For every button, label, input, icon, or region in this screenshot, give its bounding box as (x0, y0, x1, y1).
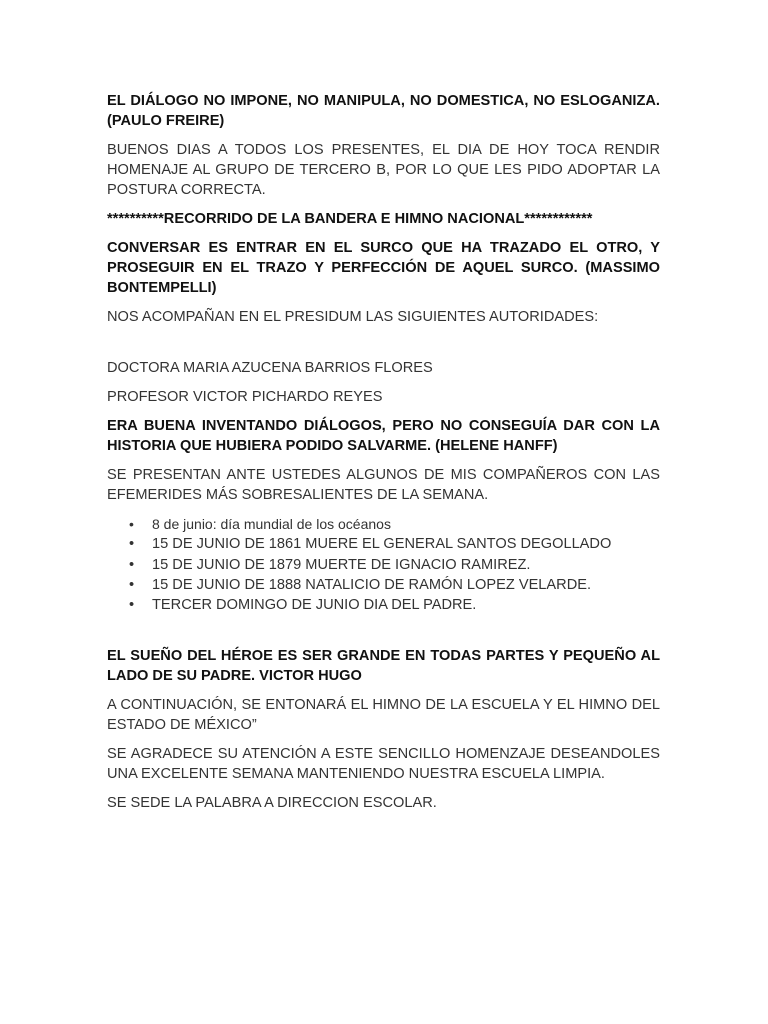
quote-helene-hanff: ERA BUENA INVENTANDO DIÁLOGOS, PERO NO CONSEGUÍA DAR CON LA HISTORIA QUE HUBIERA PODIDO SALVARME. (HELENE HANFF) (107, 418, 660, 454)
list-item-text: 15 DE JUNIO DE 1861 MUERE EL GENERAL SANTOS DEGOLLADO (152, 536, 612, 553)
presidium-intro: NOS ACOMPAÑAN EN EL PRESIDUM LAS SIGUIENTES AUTORIDADES: (107, 309, 599, 325)
document-page (107, 91, 660, 822)
list-item (107, 534, 660, 554)
greeting-paragraph: BUENOS DIAS A TODOS LOS PRESENTES, EL DIA DE HOY TOCA RENDIR HOMENAJE AL GRUPO DE TERCERO B, POR LO QUE LES PIDO ADOPTAR LA POSTURA CORRECTA. (107, 142, 660, 198)
closing-line: SE SEDE LA PALABRA A DIRECCION ESCOLAR. (107, 795, 437, 812)
list-item-text: 8 de junio: día mundial de los océanos (152, 516, 391, 532)
list-item-text: TERCER DOMINGO DE JUNIO DIA DEL PADRE. (152, 597, 477, 614)
list-item (107, 575, 660, 595)
bullet-icon: • (129, 556, 135, 573)
authority-1: DOCTORA MARIA AZUCENA BARRIOS FLORES (107, 360, 433, 376)
quote-massimo-bontempelli: CONVERSAR ES ENTRAR EN EL SURCO QUE HA TRAZADO EL OTRO, Y PROSEGUIR EN EL TRAZO Y PERFECCIÓN DE AQUEL SURCO. (MASSIMO BONTEMPELLI) (107, 240, 660, 296)
quote-paulo-freire: EL DIÁLOGO NO IMPONE, NO MANIPULA, NO DOMESTICA, NO ESLOGANIZA. (PAULO FREIRE) (107, 93, 660, 129)
bullet-icon: • (129, 516, 134, 532)
list-item (107, 555, 660, 575)
list-item (107, 595, 660, 615)
thanks-paragraph: SE AGRADECE SU ATENCIÓN A ESTE SENCILLO HOMENZAJE DESEANDOLES UNA EXCELENTE SEMANA MANTENIENDO NUESTRA ESCUELA LIMPIA. (107, 746, 660, 783)
efemerides-intro: SE PRESENTAN ANTE USTEDES ALGUNOS DE MIS COMPAÑEROS CON LAS EFEMERIDES MÁS SOBRESALIENTES DE LA SEMANA. (107, 467, 660, 503)
list-item (107, 514, 660, 534)
quote-victor-hugo: EL SUEÑO DEL HÉROE ES SER GRANDE EN TODAS PARTES Y PEQUEÑO AL LADO DE SU PADRE. VICTOR HUGO (107, 648, 660, 685)
list-item-text: 15 DE JUNIO DE 1879 MUERTE DE IGNACIO RAMIREZ. (152, 556, 531, 573)
flag-anthem-line: **********RECORRIDO DE LA BANDERA E HIMNO NACIONAL************ (107, 211, 593, 227)
bullet-icon: • (129, 597, 135, 614)
efemerides-list (107, 514, 660, 615)
hymn-paragraph: A CONTINUACIÓN, SE ENTONARÁ EL HIMNO DE LA ESCUELA Y EL HIMNO DEL ESTADO DE MÉXICO” (107, 697, 660, 734)
list-item-text: 15 DE JUNIO DE 1888 NATALICIO DE RAMÓN LOPEZ VELARDE. (152, 576, 592, 593)
bullet-icon: • (129, 536, 135, 553)
authority-2: PROFESOR VICTOR PICHARDO REYES (107, 389, 383, 405)
bullet-icon: • (129, 576, 135, 593)
